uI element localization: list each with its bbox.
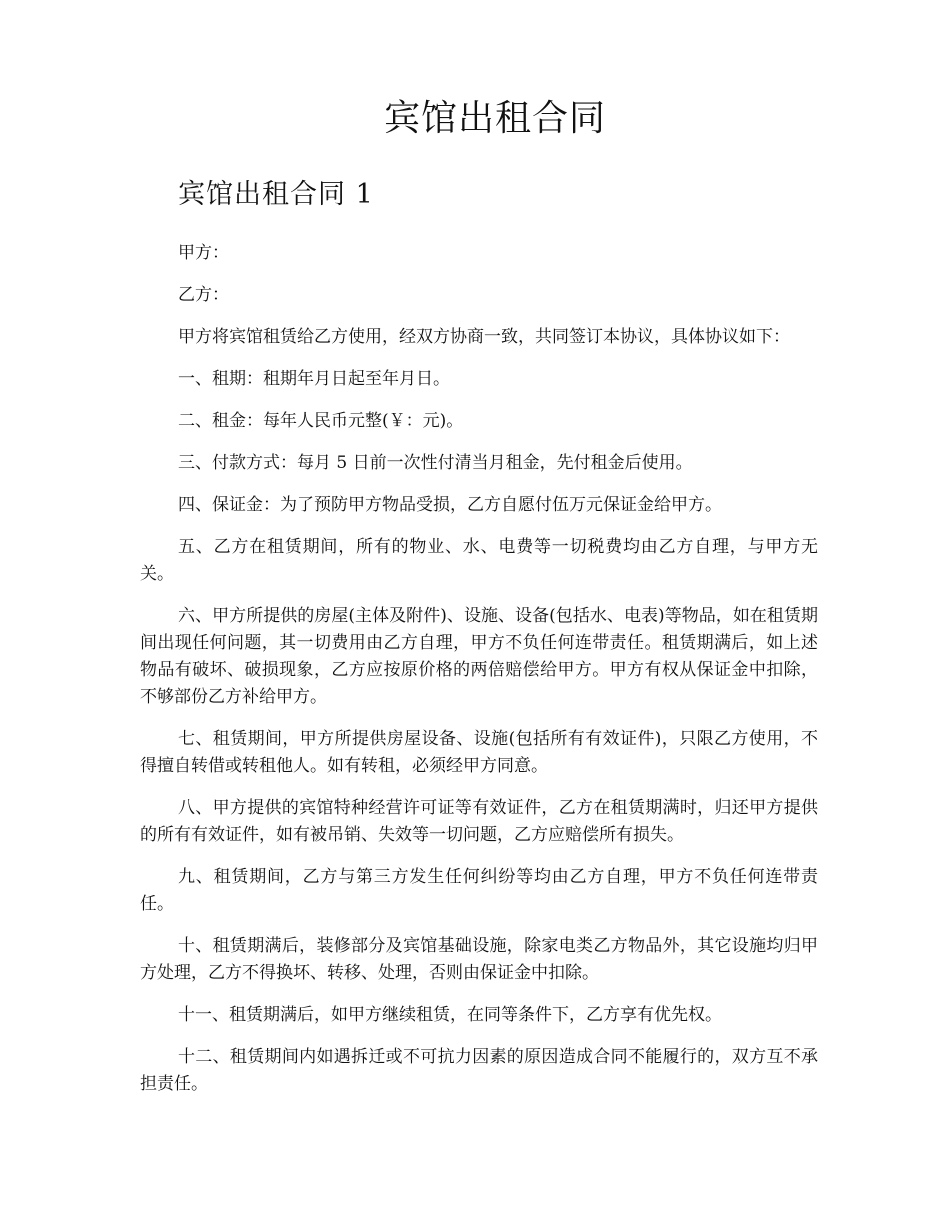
clause-7: 七、租赁期间，甲方所提供房屋设备、设施(包括所有有效证件)，只限乙方使用，不得擅自转借或转租他人。如有转租，必须经甲方同意。 — [140, 729, 818, 776]
intro-paragraph: 甲方将宾馆租赁给乙方使用，经双方协商一致，共同签订本协议，具体协议如下： — [178, 327, 790, 347]
party-b-line: 乙方： — [178, 285, 229, 305]
clause-3: 三、付款方式：每月 5 日前一次性付清当月租金，先付租金后使用。 — [178, 453, 693, 473]
document-title: 宾馆出租合同 — [383, 98, 606, 139]
section-title: 宾馆出租合同 1 — [178, 179, 374, 210]
clause-9: 九、租赁期间，乙方与第三方发生任何纠纷等均由乙方自理，甲方不负任何连带责任。 — [140, 867, 818, 914]
contract-body — [140, 240, 818, 1113]
clause-11: 十一、租赁期满后，如甲方继续租赁，在同等条件下，乙方享有优先权。 — [178, 1005, 722, 1025]
clause-10: 十、租赁期满后，装修部分及宾馆基础设施，除家电类乙方物品外，其它设施均归甲方处理，乙方不得换坏、转移、处理，否则由保证金中扣除。 — [140, 936, 818, 983]
party-a-line: 甲方： — [178, 243, 229, 263]
clause-8: 八、甲方提供的宾馆特种经营许可证等有效证件，乙方在租赁期满时，归还甲方提供的所有有效证件，如有被吊销、失效等一切问题，乙方应赔偿所有损失。 — [140, 798, 818, 845]
clause-2: 二、租金：每年人民币元整(￥：元)。 — [178, 411, 464, 431]
clause-6: 六、甲方所提供的房屋(主体及附件)、设施、设备(包括水、电表)等物品，如在租赁期间出现任何问题，其一切费用由乙方自理，甲方不负任何连带责任。租赁期满后，如上述物品有破坏、破损现象，乙方应按原价格的两倍赔偿给甲方。甲方有权从保证金中扣除，不够部份乙方补给甲方。 — [140, 606, 818, 707]
clause-5: 五、乙方在租赁期间，所有的物业、水、电费等一切税费均由乙方自理，与甲方无关。 — [140, 537, 818, 584]
clause-4: 四、保证金：为了预防甲方物品受损，乙方自愿付伍万元保证金给甲方。 — [178, 495, 722, 515]
clause-1: 一、租期：租期年月日起至年月日。 — [178, 369, 450, 389]
clause-12: 十二、租赁期间内如遇拆迁或不可抗力因素的原因造成合同不能履行的，双方互不承担责任。 — [140, 1047, 818, 1094]
